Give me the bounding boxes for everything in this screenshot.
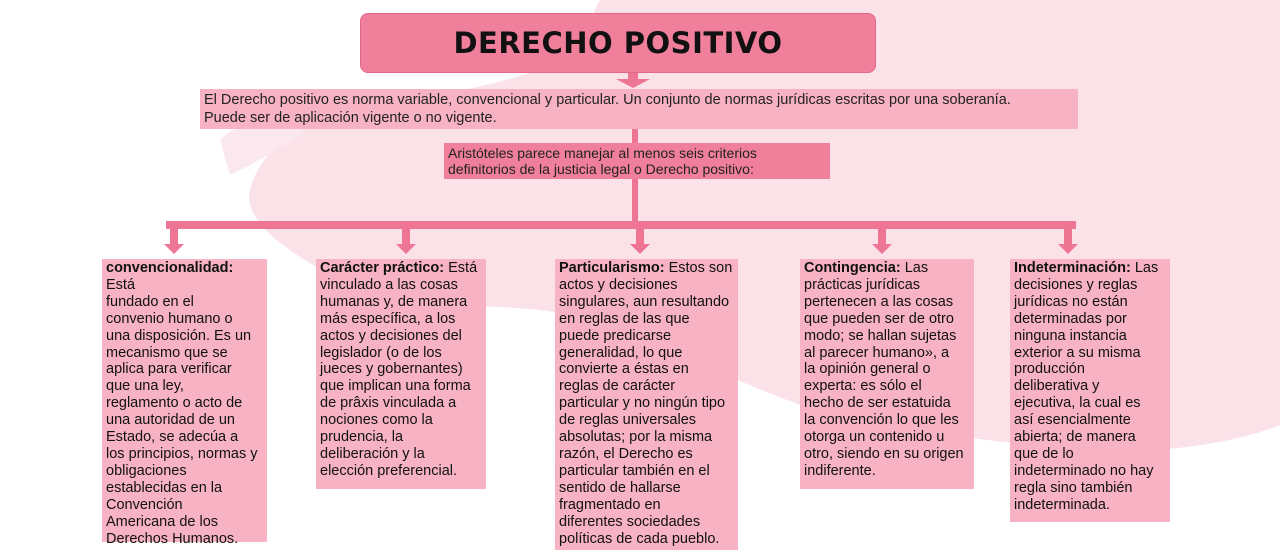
card-line: políticas de cada pueblo. bbox=[559, 530, 720, 547]
card-text bbox=[1014, 260, 1166, 277]
card-caracter-practico bbox=[316, 259, 486, 489]
card-line: modo; se hallan sujetas bbox=[804, 327, 957, 344]
card-line: puede predicarse bbox=[559, 327, 672, 344]
card-line: experta: es sólo el bbox=[804, 378, 922, 395]
card-line: decisiones y reglas bbox=[1014, 276, 1138, 293]
definition-box bbox=[200, 89, 1078, 129]
card-line: Está bbox=[106, 276, 136, 293]
card-line: pertenecen a las cosas bbox=[804, 293, 954, 310]
card-line: de reglas universales bbox=[559, 412, 697, 429]
card-line: regla sino también bbox=[1014, 479, 1133, 496]
card-line: convenio humano o bbox=[106, 310, 233, 327]
card-line: determinadas por bbox=[1014, 310, 1127, 327]
card-line: diferentes sociedades bbox=[559, 513, 701, 530]
card-line: generalidad, lo que bbox=[559, 344, 683, 361]
card-line: abierta; de manera bbox=[1014, 429, 1136, 446]
card-line: absolutas; por la misma bbox=[559, 429, 713, 446]
card-line: Americana de los bbox=[106, 513, 219, 530]
card-heading: Indeterminación: bbox=[1014, 260, 1131, 276]
card-line: Las bbox=[1130, 260, 1159, 276]
card-line: deliberativa y bbox=[1014, 378, 1100, 395]
card-line: exterior a su misma bbox=[1014, 344, 1141, 361]
card-line: fragmentado en bbox=[559, 496, 661, 513]
card-line: otorga un contenido u bbox=[804, 429, 945, 446]
card-line: elección preferencial. bbox=[320, 462, 458, 479]
card-line: ninguna instancia bbox=[1014, 327, 1127, 344]
card-line: de prâxis vinculada a bbox=[320, 395, 457, 412]
card-line: humanas y, de manera bbox=[320, 293, 468, 310]
card-line: nociones como la bbox=[320, 412, 433, 429]
card-line: que pueden ser de otro bbox=[804, 310, 954, 327]
card-text bbox=[804, 260, 970, 277]
card-indeterminacion bbox=[1010, 259, 1170, 522]
card-line: sentido de hallarse bbox=[559, 479, 681, 496]
card-line: ejecutiva, la cual es bbox=[1014, 395, 1141, 412]
card-line: jueces y gobernantes) bbox=[320, 361, 463, 378]
definition-line-2: Puede ser de aplicación vigente o no vigente. bbox=[204, 110, 497, 126]
card-line: que implican una forma bbox=[320, 378, 471, 395]
card-line: más específica, a los bbox=[320, 310, 456, 327]
card-line: hecho de ser estatuida bbox=[804, 395, 951, 412]
criteria-intro-box bbox=[444, 143, 830, 179]
card-line: fundado en el bbox=[106, 293, 194, 310]
card-line: Las bbox=[900, 260, 929, 276]
card-line: mecanismo que se bbox=[106, 344, 228, 361]
card-line: particular y no ningún tipo bbox=[559, 395, 726, 412]
card-line: Estado, se adecúa a bbox=[106, 429, 239, 446]
card-line: indiferente. bbox=[804, 462, 876, 479]
card-line: particular también en el bbox=[559, 462, 710, 479]
card-line: Derechos Humanos. bbox=[106, 530, 239, 547]
card-line: convierte a éstas en bbox=[559, 361, 689, 378]
card-line: la convención lo que les bbox=[804, 412, 959, 429]
card-line: Convención bbox=[106, 496, 183, 513]
card-line: actos y decisiones bbox=[559, 276, 678, 293]
card-text bbox=[559, 260, 734, 277]
card-line: razón, el Derecho es bbox=[559, 445, 693, 462]
card-line: producción bbox=[1014, 361, 1085, 378]
card-line: así esencialmente bbox=[1014, 412, 1131, 429]
card-line: establecidas en la bbox=[106, 479, 223, 496]
card-line: Estos son bbox=[664, 260, 733, 276]
card-convencionalidad bbox=[102, 259, 267, 547]
card-heading: Contingencia: bbox=[804, 260, 901, 276]
card-line: que de lo bbox=[1014, 445, 1074, 462]
title-box bbox=[360, 13, 876, 73]
card-line: los principios, normas y bbox=[106, 445, 258, 462]
card-line: aplica para verificar bbox=[106, 361, 232, 378]
card-line: jurídicas no están bbox=[1014, 293, 1128, 310]
card-line: reglas de carácter bbox=[559, 378, 676, 395]
card-text bbox=[106, 260, 263, 294]
card-line: indeterminada. bbox=[1014, 496, 1110, 513]
card-line: obligaciones bbox=[106, 462, 187, 479]
card-line: legislador (o de los bbox=[320, 344, 442, 361]
card-contingencia bbox=[800, 259, 974, 489]
card-line: vinculado a las cosas bbox=[320, 276, 458, 293]
definition-line-1: El Derecho positivo es norma variable, convencional y particular. Un conjunto de normas jurídicas escritas por una soberanía. bbox=[204, 92, 1011, 108]
criteria-line-1: Aristóteles parece manejar al menos seis criterios bbox=[448, 145, 757, 161]
card-line: al parecer humano», a bbox=[804, 344, 950, 361]
card-line: reglamento o acto de bbox=[106, 395, 243, 412]
card-line: prácticas jurídicas bbox=[804, 276, 921, 293]
card-line: deliberación y la bbox=[320, 445, 425, 462]
card-line: una autoridad de un bbox=[106, 412, 235, 429]
card-heading: convencionalidad: bbox=[106, 260, 234, 276]
criteria-line-2: definitorios de la justicia legal o Derecho positivo: bbox=[448, 161, 754, 177]
card-line: que una ley, bbox=[106, 378, 184, 395]
card-text bbox=[320, 260, 482, 277]
page-title: DERECHO POSITIVO bbox=[453, 26, 783, 60]
card-line: indeterminado no hay bbox=[1014, 462, 1154, 479]
card-line: singulares, aun resultando bbox=[559, 293, 730, 310]
card-line: Está bbox=[444, 260, 478, 276]
card-line: otro, siendo en su origen bbox=[804, 445, 964, 462]
card-particularismo bbox=[555, 259, 738, 550]
card-line: en reglas de las que bbox=[559, 310, 690, 327]
card-line: una disposición. Es un bbox=[106, 327, 252, 344]
card-line: actos y decisiones del bbox=[320, 327, 462, 344]
card-heading: Carácter práctico: bbox=[320, 260, 445, 276]
card-line: prudencia, la bbox=[320, 429, 404, 446]
card-heading: Particularismo: bbox=[559, 260, 665, 276]
card-line: la opinión general o bbox=[804, 361, 931, 378]
